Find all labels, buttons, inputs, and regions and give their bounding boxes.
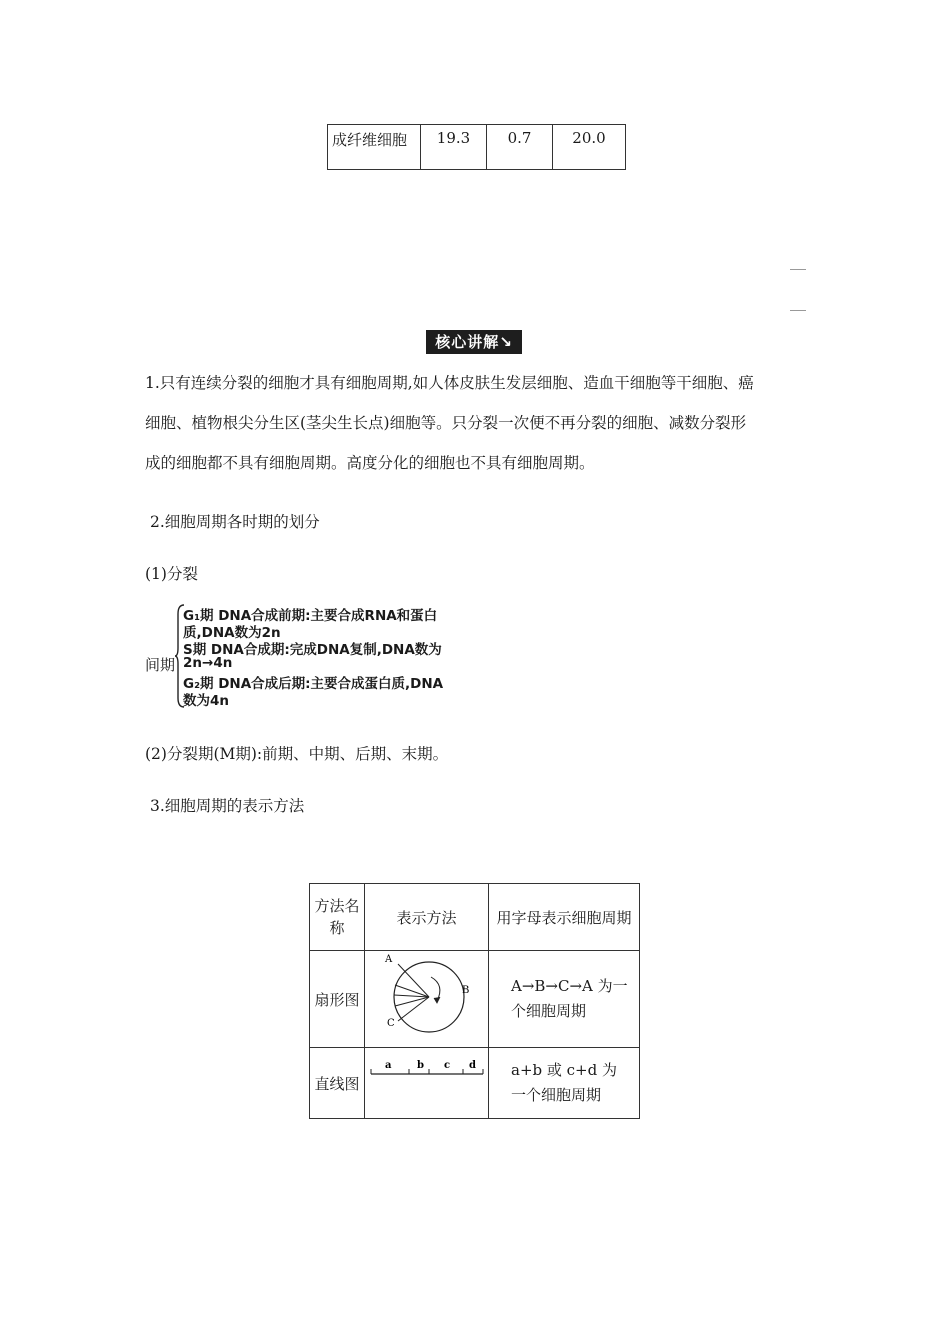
sector-label: A xyxy=(385,954,393,965)
pie-diagram-cell xyxy=(365,951,489,1048)
point-2-2: (2)分裂期(M期):前期、中期、后期、末期。 xyxy=(145,745,449,763)
representation-methods-table xyxy=(309,883,640,1119)
table-cell: 0.7 xyxy=(487,125,553,170)
table-header: 用字母表示细胞周期 xyxy=(489,884,640,951)
table-header: 表示方法 xyxy=(365,884,489,951)
timeline-diagram xyxy=(365,1048,488,1114)
table-header-row xyxy=(310,884,640,951)
method-description: A→B→C→A 为一个细胞周期 xyxy=(489,951,640,1048)
table-header: 方法名称 xyxy=(310,884,365,951)
interphase-line: 数为4n xyxy=(183,693,230,709)
interphase-line: G₂期 DNA合成后期:主要合成蛋白质,DNA xyxy=(183,676,444,692)
segment-label: b xyxy=(417,1060,424,1071)
point-2-1-heading: (1)分裂 xyxy=(145,565,198,583)
paragraph-line: 1.只有连续分裂的细胞才具有细胞周期,如人体皮肤生发层细胞、造血干细胞等干细胞、癌 xyxy=(145,374,754,392)
table-row xyxy=(328,125,626,170)
margin-dash xyxy=(790,310,806,311)
interphase-label: 间期 xyxy=(145,656,176,674)
paragraph-line: 成的细胞都不具有细胞周期。高度分化的细胞也不具有细胞周期。 xyxy=(145,454,595,472)
section-badge-label: 核心讲解 xyxy=(435,333,500,351)
segment-label: d xyxy=(469,1060,476,1071)
section-badge xyxy=(426,330,522,354)
cell-cycle-table-fragment xyxy=(327,124,626,170)
table-row xyxy=(310,1048,640,1119)
segment-label: c xyxy=(444,1060,451,1071)
table-cell: 成纤维细胞 xyxy=(328,125,421,170)
interphase-line: 2n→4n xyxy=(183,655,233,671)
interphase-diagram xyxy=(145,604,475,708)
margin-dash xyxy=(790,269,806,270)
method-name: 直线图 xyxy=(310,1048,365,1119)
table-cell: 20.0 xyxy=(553,125,626,170)
segment-label: a xyxy=(385,1060,392,1071)
interphase-line: S期 DNA合成期:完成DNA复制,DNA数为 xyxy=(183,642,442,658)
table-cell: 19.3 xyxy=(421,125,487,170)
point-1 xyxy=(145,363,815,483)
interphase-line: G₁期 DNA合成前期:主要合成RNA和蛋白 xyxy=(183,608,438,624)
sector-label: B xyxy=(462,985,470,996)
line-diagram-cell xyxy=(365,1048,489,1119)
point-2-heading: 2.细胞周期各时期的划分 xyxy=(150,513,320,531)
table-row xyxy=(310,951,640,1048)
sector-label: C xyxy=(387,1018,395,1029)
method-name: 扇形图 xyxy=(310,951,365,1048)
paragraph-line: 细胞、植物根尖分生区(茎尖生长点)细胞等。只分裂一次便不再分裂的细胞、减数分裂形 xyxy=(145,414,747,432)
arrow-icon: ↘ xyxy=(499,333,513,351)
interphase-line: 质,DNA数为2n xyxy=(183,625,281,641)
sector-diagram xyxy=(365,951,488,1043)
point-3-heading: 3.细胞周期的表示方法 xyxy=(150,797,305,815)
method-description: a+b 或 c+d 为一个细胞周期 xyxy=(489,1048,640,1119)
